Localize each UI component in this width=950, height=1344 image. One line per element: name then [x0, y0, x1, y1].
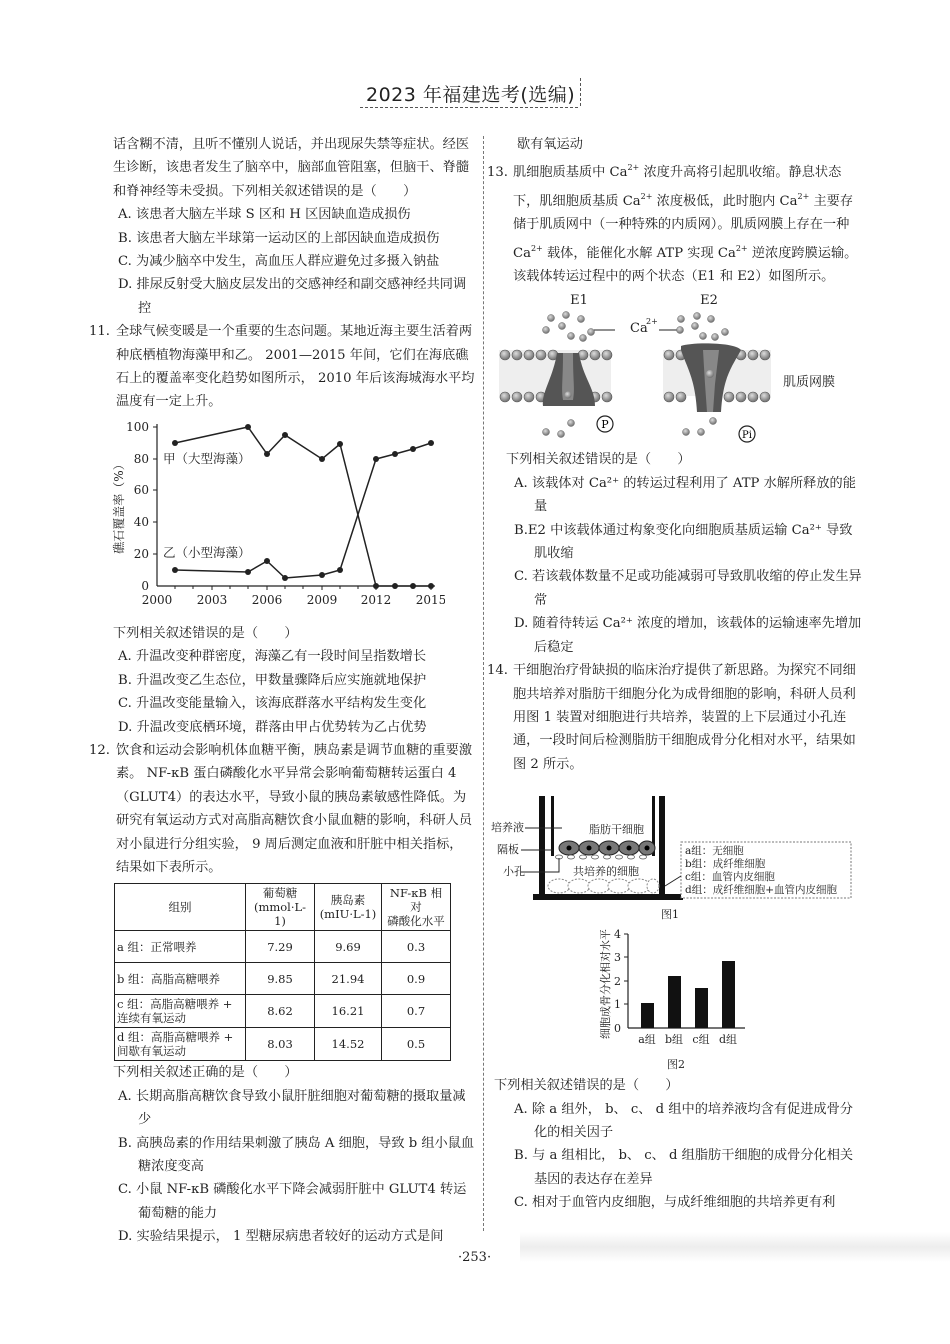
question-stem: 14. 干细胞治疗骨缺损的临床治疗提供了新思路。为探究不同细胞共培养对脂肪干细胞分化为成骨细胞的影响，科研人员利用图 1 装置对细胞进行共培养，装置的上下层通过小孔连通，一段时间后检测脂肪干细胞成骨分化相对水平，结果如图 2 所示。 — [513, 659, 863, 776]
svg-text:培养液: 培养液 — [491, 821, 524, 835]
label-e1: E1 — [570, 293, 588, 309]
question-number: 12. — [89, 742, 110, 758]
table-row: d 组：高脂高糖喂养 + 间歇有氧运动 8.03 14.52 0.5 — [115, 1028, 451, 1061]
svg-text:2003: 2003 — [196, 592, 228, 607]
membrane-e1 — [499, 350, 612, 406]
svg-text:d组：成纤维细胞+血管内皮细胞: d组：成纤维细胞+血管内皮细胞 — [685, 884, 838, 897]
header-decoration — [574, 78, 581, 106]
svg-text:2000: 2000 — [141, 592, 173, 607]
column-divider — [483, 136, 484, 1231]
svg-text:2012: 2012 — [360, 592, 392, 607]
svg-text:0: 0 — [141, 578, 149, 593]
option-d: D. 实验结果提示， 1 型糖尿病患者较好的运动方式是间 — [118, 1229, 444, 1245]
option-b: B. 与 a 组相比， b、 c、 d 组脂肪干细胞的成骨分化相关基因的表达存在差异 — [514, 1148, 854, 1187]
figure-1-caption: 图1 — [661, 908, 679, 921]
option-a: A. 除 a 组外， b、 c、 d 组中的培养液均含有促进成骨分化的相关因子 — [514, 1101, 853, 1140]
svg-text:b组：成纤维细胞: b组：成纤维细胞 — [685, 858, 766, 871]
table-row: c 组：高脂高糖喂养 + 连续有氧运动 8.62 16.21 0.7 — [115, 995, 451, 1028]
option-a: A. 该患者大脑左半球 S 区和 H 区因缺血造成损伤 — [118, 207, 411, 223]
page-title: 2023 年福建选考(选编) — [366, 84, 576, 106]
svg-text:40: 40 — [133, 514, 149, 529]
question-prompt: 下列相关叙述错误的是（ ） — [506, 452, 691, 468]
x-axis-ticks — [142, 586, 445, 607]
svg-text:c组：血管内皮细胞: c组：血管内皮细胞 — [685, 871, 775, 884]
option-b: B. 该患者大脑左半球第一运动区的上部因缺血造成损伤 — [118, 230, 440, 246]
question-10-continued — [113, 133, 475, 320]
question-12-continued: 歇有氧运动 — [517, 137, 583, 152]
figure-2-bar-chart — [491, 922, 863, 1074]
bar-c — [695, 988, 708, 1028]
option-b: B.E2 中该载体通过构象变化向细胞质基质运输 Ca²⁺ 导致肌收缩 — [514, 522, 853, 562]
svg-text:3: 3 — [614, 951, 621, 965]
svg-text:20: 20 — [133, 546, 149, 561]
legend-yi: 乙（小型海藻） — [163, 544, 251, 560]
question-stem: 13. 肌细胞质基质中 $Ca^{2+}$ 浓度升高将引起肌收缩。静息状态下，肌细胞质基质 $Ca^{2+}$ 浓度极低，此时胞内 $Ca^{2+}$ 主要存储于肌质网中（一种特殊的内质网）。肌质网膜上存在一种 $Ca^{2+}$ 载体，能催化水解 ATP 实现 $Ca^{2+}$ 逆浓度跨膜运输。该载体转运过程中的两个状态（E1 和 E2）如图所示。 — [487, 163, 858, 285]
bar-b — [668, 976, 681, 1028]
y-axis-label: 礁石覆盖率（%） — [112, 458, 126, 554]
y-axis-ticks — [614, 928, 628, 1035]
svg-text:Pi: Pi — [742, 430, 752, 442]
y-axis-label: 细胞成骨分化相对水平 — [599, 929, 612, 1040]
bars — [641, 961, 735, 1028]
svg-text:P: P — [601, 418, 609, 432]
scan-shadow — [520, 1232, 950, 1262]
option-d: D. 升温改变底栖环境，群落由甲占优势转为乙占优势 — [118, 719, 427, 735]
svg-text:2006: 2006 — [251, 592, 283, 607]
option-c: C. 小鼠 NF-κB 磷酸化水平下降会减弱肝脏中 GLUT4 转运葡萄糖的能力 — [118, 1182, 467, 1221]
option-a: A. 升温改变种群密度，海藻乙有一段时间呈指数增长 — [118, 649, 427, 665]
svg-text:脂肪干细胞: 脂肪干细胞 — [589, 823, 644, 837]
question-stem: 11. 全球气候变暖是一个重要的生态问题。某地近海主要生活着两种底栖植物海藻甲和乙。 2001—2015 年间，它们在海底礁石上的覆盖率变化趋势如图所示， 2010 年后该海城海水平均温度有一定上升。 — [116, 320, 475, 414]
header-underline — [360, 107, 578, 108]
option-c: C. 相对于血管内皮细胞，与成纤维细胞的共培养更有利 — [514, 1195, 836, 1211]
figure-2-caption: 图2 — [667, 1058, 685, 1072]
svg-text:共培养的细胞: 共培养的细胞 — [573, 865, 639, 879]
table-row: b 组：高脂高糖喂养 9.85 21.94 0.9 — [115, 963, 451, 995]
option-c: C. 为减少脑卒中发生，高血压人群应避免过多摄入钠盐 — [118, 254, 440, 270]
option-d: D. 随着待转运 Ca²⁺ 浓度的增加，该载体的运输速率先增加后稳定 — [514, 616, 862, 655]
membrane-e2 — [663, 344, 771, 413]
svg-text:1: 1 — [614, 998, 621, 1012]
series-jia-markers — [172, 424, 434, 589]
svg-text:2009: 2009 — [306, 592, 338, 607]
svg-text:100: 100 — [126, 419, 149, 434]
option-d: D. 排尿反射受大脑皮层发出的交感神经和副交感神经共同调控 — [118, 277, 467, 316]
svg-text:60: 60 — [133, 482, 149, 497]
figure-1-coculture-device — [491, 790, 863, 920]
label-ca-sup: 2+ — [646, 317, 658, 327]
label-ca: Ca — [630, 321, 648, 337]
svg-text:c组: c组 — [692, 1033, 710, 1047]
header-insulin: 胰岛素 (mIU·L-1) — [315, 884, 382, 931]
question-stem: 12. 饮食和运动会影响机体血糖平衡，胰岛素是调节血糖的重要激素。 NF-κB 蛋白磷酸化水平异常会影响葡萄糖转运蛋白 4（GLUT4）的表达水平，导致小鼠的胰岛素敏感性降低。为研究有氧运动方式对高脂高糖饮食小鼠血糖的影响，科研人员对小鼠进行分组实验， 9 周后测定血液和肝脏中相关指标，结果如下表所示。 — [116, 739, 475, 879]
question-11 — [89, 320, 475, 414]
option-b: B. 高胰岛素的作用结果刺激了胰岛 A 细胞，导致 b 组小鼠血糖浓度变高 — [118, 1135, 475, 1174]
y-axis-ticks — [126, 420, 157, 593]
label-e2: E2 — [700, 293, 718, 309]
svg-text:80: 80 — [133, 451, 149, 466]
question-prompt: 下列相关叙述错误的是（ ） — [494, 1078, 679, 1094]
svg-text:a组: a组 — [638, 1033, 656, 1047]
question-number: 11. — [89, 324, 110, 340]
bar-d — [722, 961, 735, 1028]
cocultured-cells — [548, 879, 659, 893]
option-c: C. 升温改变能量输入，该海底群落水平结构发生变化 — [118, 696, 427, 712]
svg-text:a组：无细胞: a组：无细胞 — [685, 845, 744, 858]
svg-text:小孔: 小孔 — [503, 865, 525, 879]
question-prompt: 下列相关叙述错误的是（ ） — [113, 625, 298, 641]
header-glucose: 葡萄糖 (mmol·L-1) — [246, 884, 315, 931]
svg-text:4: 4 — [614, 928, 621, 942]
option-a: A. 该载体对 Ca²⁺ 的转运过程利用了 ATP 水解所释放的能量 — [514, 475, 856, 515]
calcium-pump-diagram — [491, 288, 863, 448]
svg-text:b组: b组 — [664, 1033, 684, 1047]
coverage-line-chart — [105, 414, 475, 622]
question-stem: 话含糊不清，且听不懂别人说话，并出现尿失禁等症状。经医生诊断，该患者发生了脑卒中，脑部血管阻塞，但脑干、脊髓和脊神经等未受损。下列相关叙述错误的是（ ） — [113, 137, 470, 199]
svg-text:2015: 2015 — [415, 592, 445, 607]
question-14 — [487, 659, 863, 776]
right-column — [487, 133, 863, 1215]
table-row: a 组：正常喂养 7.29 9.69 0.3 — [115, 931, 451, 963]
svg-text:隔板: 隔板 — [497, 843, 519, 857]
header-nfkb: NF-κB 相对 磷酸化水平 — [382, 884, 451, 931]
question-13 — [487, 156, 863, 288]
line-chart-svg — [105, 414, 445, 622]
option-b: B. 升温改变乙生态位，甲数量骤降后应实施就地保护 — [118, 672, 427, 688]
option-a: A. 长期高脂高糖饮食导致小鼠肝脏细胞对葡萄糖的摄取量减少 — [118, 1088, 466, 1128]
page-number: ·253· — [458, 1250, 492, 1265]
left-column — [89, 133, 475, 1249]
option-c: C. 若该载体数量不足或功能减弱可导致肌收缩的停止发生异常 — [514, 569, 862, 608]
question-number: 14. — [487, 663, 508, 679]
table-header-row — [115, 884, 451, 931]
question-12 — [89, 739, 475, 879]
svg-text:d组: d组 — [718, 1033, 738, 1047]
results-table — [114, 883, 451, 1061]
label-membrane: 肌质网膜 — [783, 375, 836, 391]
adipose-stem-cells — [559, 841, 655, 855]
question-number: 13. — [487, 165, 508, 181]
page-header — [366, 80, 580, 110]
question-prompt: 下列相关叙述正确的是（ ） — [113, 1065, 298, 1081]
bar-a — [641, 1003, 654, 1028]
legend-jia: 甲（大型海藻） — [163, 450, 251, 466]
svg-text:0: 0 — [614, 1022, 621, 1036]
header-group: 组别 — [115, 884, 246, 931]
svg-text:2: 2 — [614, 975, 621, 989]
